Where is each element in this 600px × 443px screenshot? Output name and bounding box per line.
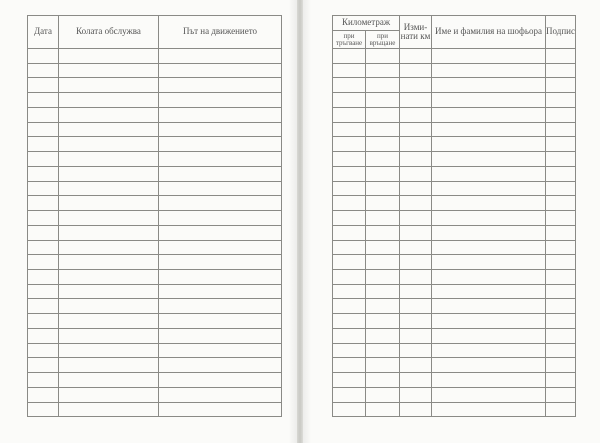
table-cell: [400, 255, 432, 270]
table-cell: [366, 196, 400, 211]
table-cell: [432, 387, 546, 402]
table-cell: [59, 299, 159, 314]
table-cell: [546, 402, 576, 417]
table-cell: [400, 225, 432, 240]
table-row: [333, 107, 576, 122]
table-cell: [159, 255, 282, 270]
table-cell: [333, 78, 366, 93]
table-cell: [400, 137, 432, 152]
table-cell: [400, 358, 432, 373]
table-cell: [432, 211, 546, 226]
table-row: [28, 93, 282, 108]
table-cell: [366, 358, 400, 373]
table-cell: [366, 107, 400, 122]
table-cell: [366, 328, 400, 343]
date-column-header: Дата: [28, 16, 59, 49]
table-cell: [400, 196, 432, 211]
departure-km-header: при тръгване: [333, 31, 366, 49]
table-cell: [366, 225, 400, 240]
table-cell: [28, 225, 59, 240]
table-cell: [333, 211, 366, 226]
table-row: [28, 328, 282, 343]
table-cell: [400, 387, 432, 402]
table-cell: [366, 63, 400, 78]
table-cell: [400, 63, 432, 78]
table-cell: [400, 93, 432, 108]
table-row: [333, 225, 576, 240]
table-cell: [333, 387, 366, 402]
table-row: [28, 284, 282, 299]
table-row: [333, 152, 576, 167]
table-cell: [432, 225, 546, 240]
table-cell: [366, 211, 400, 226]
table-cell: [400, 107, 432, 122]
left-table-body: [28, 49, 282, 417]
table-cell: [28, 343, 59, 358]
return-km-header: при връщане: [366, 31, 400, 49]
table-cell: [159, 343, 282, 358]
table-cell: [59, 284, 159, 299]
table-row: [333, 373, 576, 388]
table-cell: [366, 343, 400, 358]
table-cell: [159, 181, 282, 196]
table-cell: [159, 402, 282, 417]
table-cell: [432, 240, 546, 255]
table-row: [28, 299, 282, 314]
table-cell: [59, 49, 159, 64]
table-cell: [432, 196, 546, 211]
table-cell: [333, 93, 366, 108]
table-cell: [546, 299, 576, 314]
table-cell: [400, 284, 432, 299]
table-row: [28, 137, 282, 152]
table-cell: [366, 387, 400, 402]
table-cell: [546, 225, 576, 240]
table-cell: [333, 122, 366, 137]
table-row: [333, 358, 576, 373]
table-cell: [28, 373, 59, 388]
table-cell: [28, 152, 59, 167]
table-row: [28, 240, 282, 255]
table-cell: [333, 328, 366, 343]
table-cell: [400, 166, 432, 181]
table-cell: [432, 137, 546, 152]
table-row: [333, 63, 576, 78]
table-cell: [400, 299, 432, 314]
table-cell: [159, 78, 282, 93]
table-cell: [28, 166, 59, 181]
table-cell: [432, 107, 546, 122]
table-row: [333, 137, 576, 152]
table-cell: [366, 152, 400, 167]
table-cell: [546, 314, 576, 329]
table-cell: [59, 343, 159, 358]
right-table-body: [333, 49, 576, 417]
table-cell: [333, 358, 366, 373]
table-cell: [546, 211, 576, 226]
table-cell: [366, 314, 400, 329]
table-cell: [366, 137, 400, 152]
table-cell: [333, 299, 366, 314]
table-row: [333, 299, 576, 314]
table-cell: [333, 270, 366, 285]
table-cell: [400, 270, 432, 285]
table-cell: [159, 166, 282, 181]
table-cell: [159, 358, 282, 373]
table-cell: [432, 284, 546, 299]
table-cell: [333, 402, 366, 417]
table-cell: [400, 152, 432, 167]
table-cell: [59, 225, 159, 240]
table-cell: [546, 107, 576, 122]
table-row: [28, 387, 282, 402]
table-cell: [159, 387, 282, 402]
table-cell: [59, 358, 159, 373]
table-cell: [159, 225, 282, 240]
kilometrage-header: Километраж: [333, 16, 400, 31]
table-cell: [432, 78, 546, 93]
table-cell: [400, 373, 432, 388]
table-cell: [159, 240, 282, 255]
left-header-row: [28, 16, 282, 49]
table-cell: [546, 63, 576, 78]
table-cell: [546, 284, 576, 299]
table-cell: [400, 78, 432, 93]
table-row: [333, 181, 576, 196]
route-column-header: Път на движението: [159, 16, 282, 49]
table-cell: [546, 358, 576, 373]
table-cell: [432, 299, 546, 314]
traveled-km-header: Изми- нати км: [400, 16, 432, 49]
table-cell: [366, 49, 400, 64]
table-cell: [333, 49, 366, 64]
right-log-table: [332, 15, 576, 417]
table-cell: [333, 166, 366, 181]
table-row: [333, 93, 576, 108]
table-cell: [432, 373, 546, 388]
table-cell: [546, 181, 576, 196]
table-cell: [159, 270, 282, 285]
table-cell: [432, 255, 546, 270]
table-cell: [28, 314, 59, 329]
table-cell: [400, 49, 432, 64]
table-cell: [59, 402, 159, 417]
table-cell: [333, 284, 366, 299]
table-cell: [333, 107, 366, 122]
table-cell: [59, 255, 159, 270]
table-cell: [366, 255, 400, 270]
table-cell: [28, 402, 59, 417]
table-cell: [59, 270, 159, 285]
table-cell: [432, 328, 546, 343]
table-cell: [159, 328, 282, 343]
table-cell: [28, 122, 59, 137]
table-cell: [28, 93, 59, 108]
table-cell: [546, 152, 576, 167]
table-cell: [546, 373, 576, 388]
table-cell: [546, 255, 576, 270]
table-cell: [400, 343, 432, 358]
table-cell: [546, 196, 576, 211]
table-cell: [432, 314, 546, 329]
table-cell: [432, 63, 546, 78]
table-cell: [432, 166, 546, 181]
table-cell: [28, 107, 59, 122]
table-cell: [366, 373, 400, 388]
table-row: [28, 196, 282, 211]
table-cell: [28, 49, 59, 64]
table-row: [333, 166, 576, 181]
table-row: [28, 270, 282, 285]
table-cell: [333, 181, 366, 196]
table-cell: [59, 373, 159, 388]
table-cell: [159, 122, 282, 137]
car-serves-column-header: Колата обслужва: [59, 16, 159, 49]
table-cell: [59, 211, 159, 226]
table-cell: [59, 328, 159, 343]
table-cell: [59, 181, 159, 196]
table-cell: [28, 328, 59, 343]
table-cell: [59, 122, 159, 137]
table-cell: [400, 211, 432, 226]
table-row: [28, 225, 282, 240]
table-row: [333, 255, 576, 270]
left-log-table: [27, 15, 282, 417]
table-row: [28, 211, 282, 226]
table-cell: [432, 358, 546, 373]
table-row: [28, 181, 282, 196]
table-cell: [28, 63, 59, 78]
table-cell: [59, 166, 159, 181]
table-row: [333, 270, 576, 285]
table-cell: [333, 373, 366, 388]
table-cell: [366, 270, 400, 285]
table-cell: [159, 196, 282, 211]
table-cell: [28, 299, 59, 314]
table-cell: [28, 270, 59, 285]
table-cell: [400, 402, 432, 417]
table-cell: [159, 137, 282, 152]
table-cell: [366, 93, 400, 108]
table-row: [28, 107, 282, 122]
table-cell: [28, 255, 59, 270]
table-cell: [333, 152, 366, 167]
table-cell: [59, 152, 159, 167]
table-cell: [159, 93, 282, 108]
table-cell: [546, 387, 576, 402]
table-cell: [432, 181, 546, 196]
table-cell: [400, 122, 432, 137]
table-cell: [366, 284, 400, 299]
table-cell: [333, 225, 366, 240]
table-cell: [59, 387, 159, 402]
table-cell: [159, 284, 282, 299]
table-cell: [400, 314, 432, 329]
table-cell: [546, 166, 576, 181]
table-cell: [546, 270, 576, 285]
table-cell: [432, 343, 546, 358]
table-cell: [400, 240, 432, 255]
table-row: [28, 255, 282, 270]
table-cell: [59, 63, 159, 78]
right-header-row-1: [333, 16, 576, 31]
table-row: [28, 373, 282, 388]
table-cell: [546, 137, 576, 152]
table-cell: [333, 255, 366, 270]
table-cell: [159, 314, 282, 329]
table-row: [333, 284, 576, 299]
table-cell: [159, 63, 282, 78]
table-cell: [400, 181, 432, 196]
table-cell: [333, 196, 366, 211]
table-cell: [59, 137, 159, 152]
table-cell: [333, 240, 366, 255]
table-cell: [28, 181, 59, 196]
table-row: [28, 343, 282, 358]
table-row: [333, 328, 576, 343]
table-cell: [28, 387, 59, 402]
table-row: [28, 358, 282, 373]
table-row: [28, 166, 282, 181]
table-row: [333, 314, 576, 329]
table-cell: [59, 240, 159, 255]
table-cell: [159, 373, 282, 388]
table-cell: [159, 211, 282, 226]
table-cell: [59, 196, 159, 211]
table-row: [28, 314, 282, 329]
table-cell: [366, 402, 400, 417]
table-row: [333, 196, 576, 211]
table-cell: [400, 328, 432, 343]
table-row: [333, 49, 576, 64]
table-cell: [432, 122, 546, 137]
table-row: [333, 387, 576, 402]
table-cell: [366, 78, 400, 93]
table-cell: [366, 181, 400, 196]
table-cell: [28, 358, 59, 373]
table-cell: [28, 137, 59, 152]
table-cell: [59, 78, 159, 93]
signature-header: Подпис: [546, 16, 576, 49]
table-row: [333, 240, 576, 255]
table-cell: [432, 49, 546, 64]
table-cell: [366, 122, 400, 137]
table-cell: [546, 49, 576, 64]
table-cell: [546, 343, 576, 358]
table-row: [333, 402, 576, 417]
table-cell: [159, 107, 282, 122]
right-page: [303, 0, 600, 443]
table-cell: [159, 49, 282, 64]
table-cell: [366, 166, 400, 181]
table-cell: [432, 270, 546, 285]
table-cell: [28, 196, 59, 211]
table-cell: [333, 63, 366, 78]
table-cell: [366, 299, 400, 314]
table-row: [333, 343, 576, 358]
table-cell: [28, 211, 59, 226]
table-cell: [28, 240, 59, 255]
table-cell: [333, 343, 366, 358]
left-page: [0, 0, 297, 443]
table-cell: [432, 93, 546, 108]
table-cell: [59, 107, 159, 122]
table-row: [28, 152, 282, 167]
table-row: [28, 63, 282, 78]
table-cell: [28, 284, 59, 299]
table-cell: [432, 402, 546, 417]
table-cell: [546, 240, 576, 255]
table-row: [333, 122, 576, 137]
table-cell: [159, 152, 282, 167]
table-cell: [366, 240, 400, 255]
table-cell: [546, 122, 576, 137]
table-cell: [546, 328, 576, 343]
table-cell: [59, 314, 159, 329]
table-cell: [333, 314, 366, 329]
table-row: [28, 122, 282, 137]
table-row: [28, 402, 282, 417]
table-cell: [28, 78, 59, 93]
table-row: [28, 49, 282, 64]
table-cell: [59, 93, 159, 108]
driver-name-header: Име и фамилия на шофьора: [432, 16, 546, 49]
table-row: [333, 211, 576, 226]
table-cell: [432, 152, 546, 167]
table-cell: [159, 299, 282, 314]
table-row: [28, 78, 282, 93]
table-cell: [333, 137, 366, 152]
table-cell: [546, 93, 576, 108]
table-cell: [546, 78, 576, 93]
table-row: [333, 78, 576, 93]
